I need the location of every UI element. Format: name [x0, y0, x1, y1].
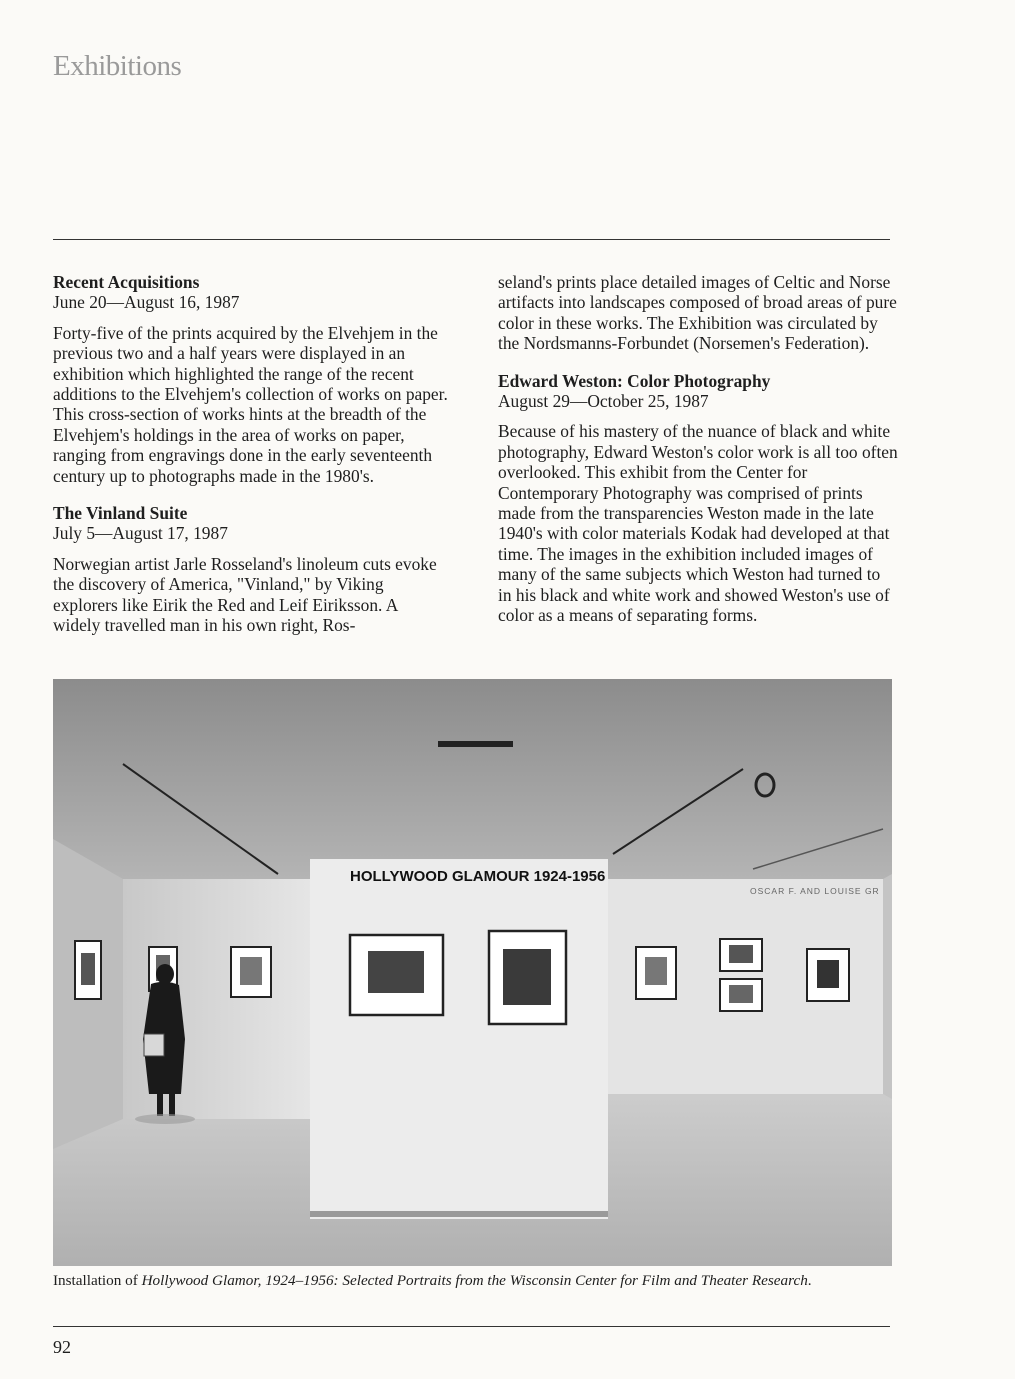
gallery-installation-photo: [53, 679, 892, 1266]
vinland-suite-dates: July 5—August 17, 1987: [53, 523, 228, 544]
photo-caption: [53, 1272, 913, 1290]
wall-sign-text: OSCAR F. AND LOUISE GR: [750, 886, 880, 896]
edward-weston-body: Because of his mastery of the nuance of black and white photography, Edward Weston's color work is all too often overlooked. This exhibit from the Center for Contemporary Photography was comprised of prints made from the transparencies Weston made in the late 1940's with color materials Kodak had developed at that time. The images in the exhibition included images of many of the same subjects which Weston had turned to in his black and white work and showed Weston's use of color as a means of separating forms.: [498, 421, 898, 626]
edward-weston-dates: August 29—October 25, 1987: [498, 391, 709, 412]
wall-title-text: HOLLYWOOD GLAMOUR 1924-1956: [350, 868, 606, 885]
caption-suffix: .: [807, 1272, 812, 1289]
section-title: Exhibitions: [53, 50, 182, 82]
vinland-suite-title: The Vinland Suite: [53, 503, 188, 524]
caption-prefix: Installation of: [53, 1272, 142, 1289]
vinland-suite-body: Norwegian artist Jarle Rosseland's linoleum cuts evoke the discovery of America, "Vinland," by Viking explorers like Eirik the Red and Leif Eiriksson. A widely travelled man in his own right, Ros-: [53, 553, 437, 636]
recent-acquisitions-dates: June 20—August 16, 1987: [53, 292, 240, 313]
top-rule: [53, 239, 890, 240]
recent-acquisitions-title: Recent Acquisitions: [53, 272, 200, 292]
bottom-rule: [53, 1326, 890, 1327]
recent-acquisitions-body: Forty-five of the prints acquired by the Elvehjem in the previous two and a half years were displayed in an exhibition which highlighted the range of the recent additions to the Elvehjem's collection of works on paper. This cross-section of works hints at the breadth of the Elvehjem's holdings in the area of works on paper, ranging from engravings done in the early seventeenth century up to photographs made in the 1980's.: [53, 322, 448, 486]
left-column: [53, 272, 448, 653]
right-column: [498, 272, 898, 643]
caption-italic-title: Hollywood Glamor, 1924–1956: Selected Portraits from the Wisconsin Center for Film and Theater Research: [141, 1272, 808, 1289]
edward-weston-title: Edward Weston: Color Photography: [498, 370, 771, 391]
page-number: 92: [53, 1337, 71, 1357]
vinland-suite-continued: seland's prints place detailed images of Celtic and Norse artifacts into landscapes composed of broad areas of pure color in these works. The Exhibition was circulated by the Nordsmanns-Forbundet (Norsemen's Federation).: [498, 272, 897, 354]
